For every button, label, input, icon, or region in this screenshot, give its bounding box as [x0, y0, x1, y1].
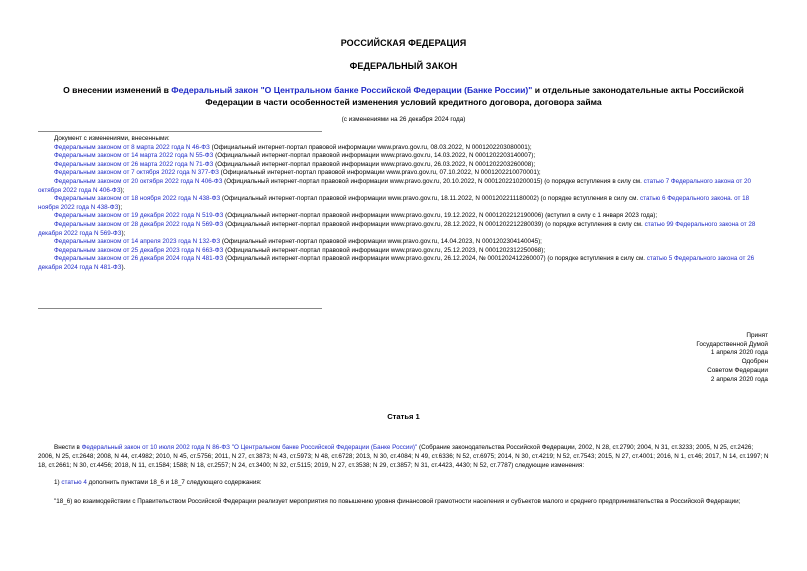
change-item: [38, 195, 770, 212]
effective-date-article-link[interactable]: статью 6 Федерального закона. от 18 ноября 2022 года N 438-ФЗ: [38, 195, 750, 211]
change-item: [38, 238, 770, 247]
change-item-text: (Официальный интернет-портал правовой информации www.pravo.gov.ru, 26.12.2024, № 0001202412260007) (о порядке вступления в силу см.: [223, 255, 647, 263]
amending-law-link[interactable]: Федеральным законом от 19 декабря 2022 года N 519-ФЗ: [54, 212, 224, 220]
amending-law-link[interactable]: Федеральным законом от 25 декабря 2023 года N 663-ФЗ: [54, 246, 224, 254]
article-body: [38, 444, 770, 507]
change-item-tail: );: [120, 186, 125, 194]
divider-top: [38, 131, 322, 132]
approved-label: Одобрен: [741, 358, 768, 366]
change-item-text: (Официальный интернет-портал правовой информации www.pravo.gov.ru, 07.10.2022, N 0001202210070001);: [218, 169, 541, 177]
change-item-text: (Официальный интернет-портал правовой информации www.pravo.gov.ru, 18.11.2022, N 0001202211180002) (о порядке вступления в силу см.: [220, 195, 640, 203]
changes-list: [38, 135, 770, 273]
change-item-text: (Официальный интернет-портал правовой информации www.pravo.gov.ru, 25.12.2023, N 0001202312250068);: [223, 246, 546, 254]
amending-law-link[interactable]: Федеральным законом от 14 марта 2022 года N 55-ФЗ: [54, 152, 214, 160]
change-item-tail: ).: [121, 263, 126, 271]
p1-prefix: Внести в: [54, 444, 82, 451]
amending-law-link[interactable]: Федеральным законом от 26 декабря 2024 года N 481-ФЗ: [54, 255, 224, 263]
effective-date-article-link[interactable]: статью 99 Федерального закона от 28 декабря 2022 года N 569-ФЗ: [38, 220, 756, 237]
change-item-text: (Официальный интернет-портал правовой информации www.pravo.gov.ru, 26.03.2022, N 0001202203260008);: [213, 160, 536, 168]
article-heading: Статья 1: [387, 412, 420, 421]
accepted-body: Государственной Думой: [696, 340, 768, 348]
title-law-link[interactable]: Федеральный закон "О Центральном банке Российской Федерации (Банке России)": [171, 85, 533, 95]
change-item-text: (Официальный интернет-портал правовой информации www.pravo.gov.ru, 14.04.2023, N 0001202304140045);: [220, 238, 542, 246]
amending-law-link[interactable]: Федеральным законом от 20 октября 2022 года N 406-ФЗ: [54, 177, 223, 185]
effective-date-article-link[interactable]: статью 7 Федерального закона от 20 октября 2022 года N 406-ФЗ: [38, 177, 751, 194]
change-item-text: (Официальный интернет-портал правовой информации www.pravo.gov.ru, 28.12.2022, N 0001202212280039) (о порядке вступления в силу см.: [223, 220, 645, 228]
change-item-text: (Официальный интернет-портал правовой информации www.pravo.gov.ru, 19.12.2022, N 0001202212190006) (вступил в силу с 1 января 2023 года);: [223, 212, 658, 220]
amending-law-link[interactable]: Федеральным законом от 14 апреля 2023 года N 132-ФЗ: [54, 238, 221, 246]
effective-date-article-link[interactable]: статью 5 Федерального закона от 26 декабря 2024 года N 481-ФЗ: [38, 255, 755, 271]
title-suffix: и отдельные законодательные акты Российской Федерации в части особенностей изменения условий кредитного договора, договора займа: [205, 85, 744, 107]
change-item-tail: );: [118, 203, 123, 211]
change-item: [38, 144, 770, 153]
change-item: [38, 221, 770, 238]
doc-type-heading: ФЕДЕРАЛЬНЫЙ ЗАКОН: [349, 61, 458, 71]
change-item: [38, 255, 770, 272]
amending-law-link[interactable]: Федеральным законом от 7 октября 2022 года N 377-ФЗ: [54, 169, 219, 177]
edition-note: (с изменениями на 26 декабря 2024 года): [341, 116, 466, 123]
change-item-text: (Официальный интернет-портал правовой информации www.pravo.gov.ru, 14.03.2022, N 0001202203140007);: [213, 152, 536, 160]
p2-prefix: 1): [54, 478, 62, 486]
change-item-text: (Официальный интернет-портал правовой информации www.pravo.gov.ru, 20.10.2022, N 0001202210200015) (о порядке вступления в силу см.: [222, 177, 644, 185]
divider-bottom: [38, 308, 322, 309]
change-item: [38, 169, 770, 178]
amending-law-link[interactable]: Федеральным законом от 8 марта 2022 года N 46-ФЗ: [54, 143, 210, 151]
article-4-link[interactable]: статью 4: [61, 478, 87, 486]
law-title: [40, 84, 767, 108]
amending-law-link[interactable]: Федеральным законом от 28 декабря 2022 года N 569-ФЗ: [54, 220, 224, 228]
change-item-text: (Официальный интернет-портал правовой информации www.pravo.gov.ru, 08.03.2022, N 0001202203080001);: [209, 143, 532, 151]
amending-law-link[interactable]: Федеральным законом от 26 марта 2022 года N 71-ФЗ: [54, 160, 214, 168]
article-law-link[interactable]: Федеральный закон от 10 июля 2002 года N 86-ФЗ "О Центральном банке Российской Федерации (Банке России)": [81, 444, 418, 451]
p1-text: (Собрание законодательства Российской Федерации, 2002, N 28, ст.2790; 2004, N 31, ст.3233; 2005, N 25, ст.2426; 2006, N 25, ст.2648; 2008, N 44, ст.4982; 2010, N 45, ст.5756; 2011, N 27, ст.3873; N 43, ст.5973; N 48, ст.6728; 2013, N 30, ст.4084; N 49, ст.6336; N 52, ст.6975; 2014, N 30, ст.4219; N 52, ст.7543; 2015, N 27, ст.4001; 2016, N 1, ст.46; 2017, N 14, ст.1997; N 18, ст.2661; N 30, ст.4456; 2018, N 11, ст.1584; 1588; N 18, ст.2557; N 24, ст.3400; N 32, ст.5115; 2019, N 27, ст.3538; N 29, ст.3857; N 31, ст.4423, 4430; N 52, ст.7787) следующие изменения:: [38, 444, 769, 469]
approved-body: Советом Федерации: [707, 366, 768, 374]
approved-date: 2 апреля 2020 года: [710, 375, 768, 383]
changes-intro: Документ с изменениями, внесенными:: [54, 135, 170, 142]
article-paragraph-2: [38, 479, 770, 488]
accepted-label: Принят: [746, 332, 768, 339]
change-item: [38, 178, 770, 195]
accepted-date: 1 апреля 2020 года: [710, 349, 768, 357]
country-heading: РОССИЙСКАЯ ФЕДЕРАЦИЯ: [340, 38, 467, 48]
amending-law-link[interactable]: Федеральным законом от 18 ноября 2022 года N 438-ФЗ: [54, 195, 221, 203]
change-item: [38, 152, 770, 161]
p2-text: дополнить пунктами 18_6 и 18_7 следующего содержания:: [86, 478, 262, 486]
title-prefix: О внесении изменений в: [63, 85, 172, 95]
change-item-tail: );: [121, 229, 126, 237]
acceptance-block: [568, 332, 768, 384]
article-paragraph-3: "18_6) во взаимодействии с Правительством Российской Федерации реализует мероприятия по повышению уровня финансовой грамотности населения и субъектов малого и среднего предпринимательства в Российской Федерации;: [54, 497, 741, 505]
article-paragraph-1: [38, 444, 770, 471]
change-item: [38, 212, 770, 221]
